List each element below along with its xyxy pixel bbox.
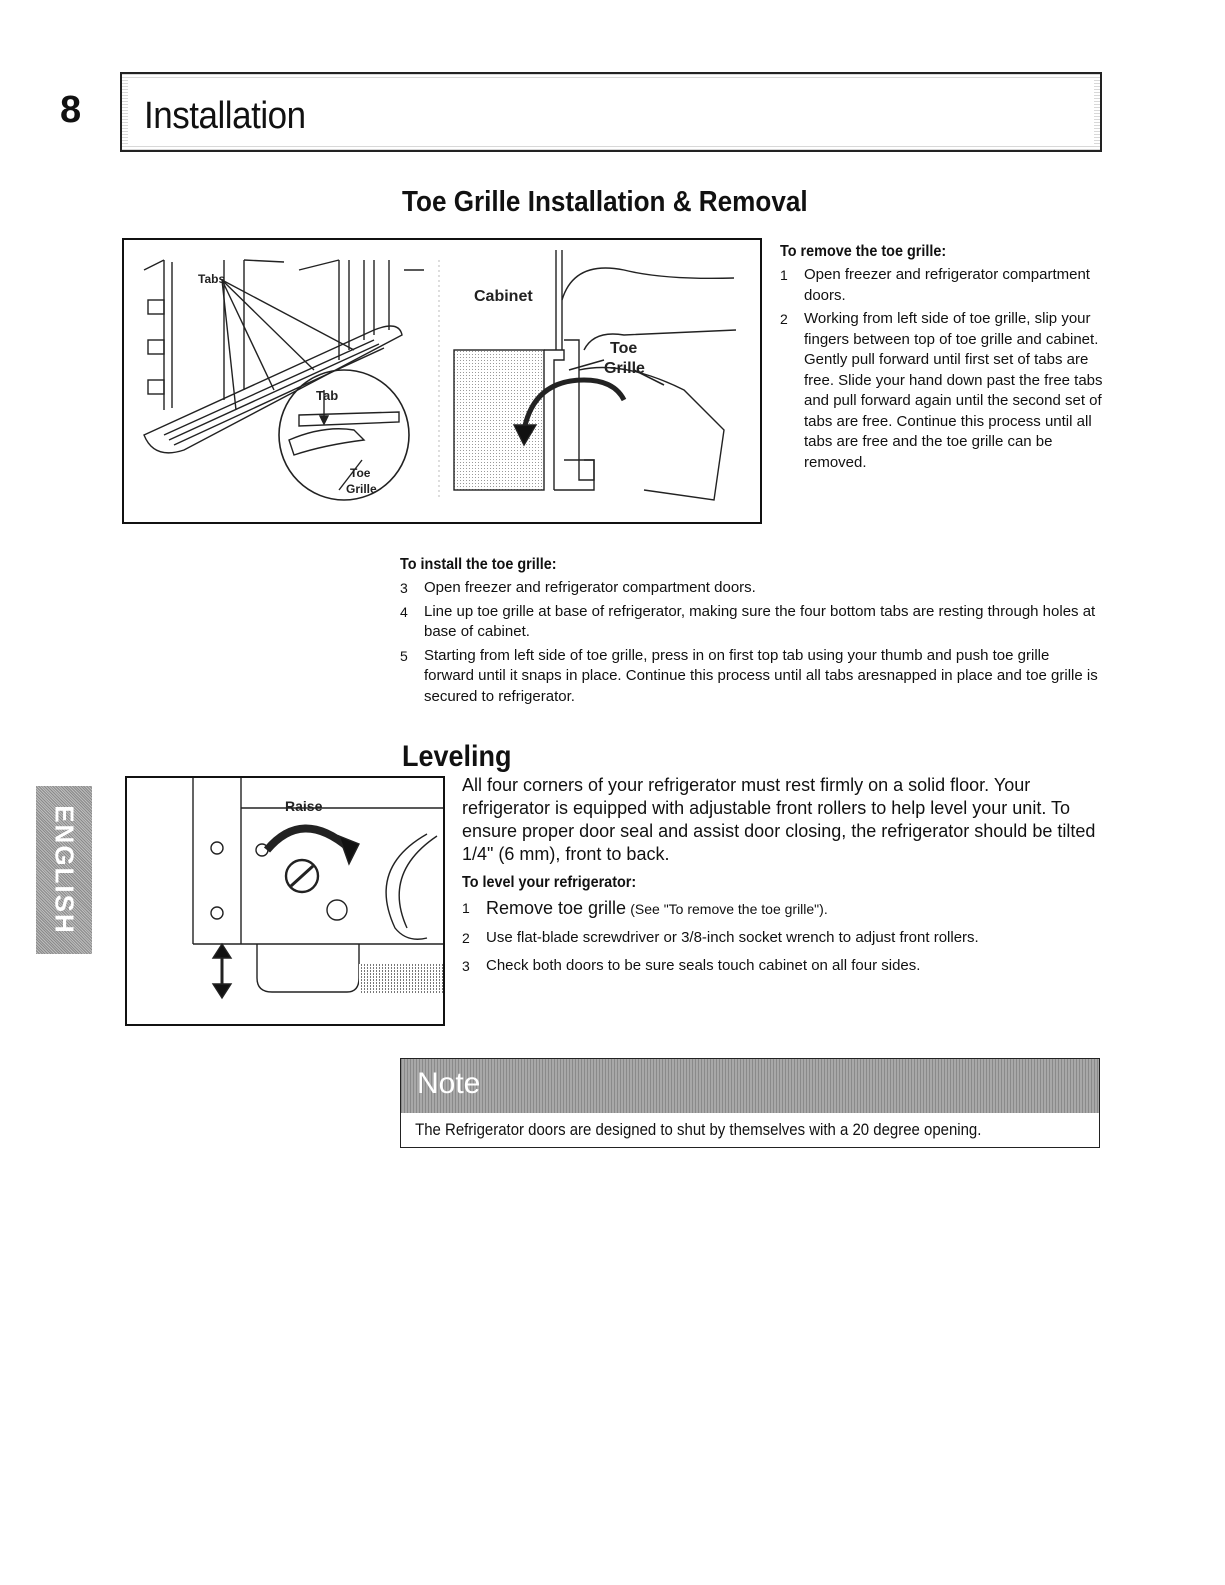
leveling-step <box>462 898 1102 920</box>
page-number: 8 <box>60 89 82 131</box>
note-text: The Refrigerator doors are designed to shut by themselves with a 20 degree opening. <box>415 1120 982 1139</box>
toe-grille-right-label-2: Grille <box>604 360 645 377</box>
step-number: 4 <box>400 603 408 620</box>
remove-step <box>780 309 1110 473</box>
page-title: Installation <box>144 95 306 137</box>
step-number: 1 <box>462 900 470 916</box>
install-toe-grille-block <box>400 556 1100 710</box>
leveling-figure <box>125 776 445 1026</box>
tab-label: Tab <box>316 388 339 403</box>
step-text: Working from left side of toe grille, slip your fingers between top of toe grille and cabinet. Gently pull forward until first set of tabs are free. Slide your hand down past the free tabs and pull forward again until the second set of tabs are free. Continue this process until all tabs are free and the toe grille can be removed. <box>804 310 1103 471</box>
step-text: Remove toe grille <box>486 898 627 918</box>
toe-grille-section-title: Toe Grille Installation & Removal <box>402 186 808 218</box>
step-text: Line up toe grille at base of refrigerator, making sure the four bottom tabs are resting through holes at base of cabinet. <box>424 602 1096 640</box>
remove-heading: To remove the toe grille: <box>780 243 947 260</box>
tabs-label: Tabs <box>198 272 226 286</box>
language-side-tab <box>36 786 92 954</box>
leveling-intro: All four corners of your refrigerator must rest firmly on a solid floor. Your refrigerator is equipped with adjustable front rollers to help level your unit. To ensure proper door seal and assist door closing, the refrigerator should be tilted 1/4" (6 mm), front to back. <box>462 775 1096 864</box>
leveling-section-title: Leveling <box>402 740 512 773</box>
leveling-heading: To level your refrigerator: <box>462 874 637 891</box>
toe-grille-left-label-1: Toe <box>350 466 371 480</box>
install-heading: To install the toe grille: <box>400 556 557 573</box>
step-number: 2 <box>780 311 788 327</box>
toe-grille-right-label-1: Toe <box>610 340 638 357</box>
step-number: 5 <box>400 647 408 664</box>
step-number: 2 <box>462 930 470 946</box>
note-header <box>401 1059 1099 1113</box>
toe-grille-left-label-2: Grille <box>346 482 377 496</box>
section-header-bar <box>120 72 1102 152</box>
remove-toe-grille-block <box>780 243 1110 476</box>
step-text: Starting from left side of toe grille, press in on first top tab using your thumb and push toe grille forward until it snaps in place. Continue this process until all tabs aresnapped in place and toe grille is secured to refrigerator. <box>424 646 1098 705</box>
step-text: Open freezer and refrigerator compartment doors. <box>804 266 1090 304</box>
install-step <box>400 578 1100 599</box>
step-number: 3 <box>462 958 470 974</box>
install-step <box>400 646 1100 708</box>
step-text: Check both doors to be sure seals touch cabinet on all four sides. <box>486 957 921 974</box>
language-tab-label: ENGLISH <box>49 805 80 935</box>
step-text: Open freezer and refrigerator compartment doors. <box>424 579 756 596</box>
toe-grille-figure <box>122 238 762 524</box>
cabinet-label: Cabinet <box>474 288 533 305</box>
remove-step <box>780 265 1110 306</box>
step-number: 3 <box>400 580 408 596</box>
note-box <box>400 1058 1100 1148</box>
step-text: Use flat-blade screwdriver or 3/8-inch socket wrench to adjust front rollers. <box>486 929 979 946</box>
leveling-step <box>462 928 1102 948</box>
install-step <box>400 602 1100 643</box>
leveling-illustration <box>127 778 443 1024</box>
leveling-step <box>462 956 1102 976</box>
raise-label: Raise <box>285 798 323 814</box>
note-title: Note <box>417 1067 481 1100</box>
leveling-text-block <box>462 774 1102 984</box>
step-note: (See "To remove the toe grille"). <box>630 901 828 917</box>
step-number: 1 <box>780 267 788 283</box>
